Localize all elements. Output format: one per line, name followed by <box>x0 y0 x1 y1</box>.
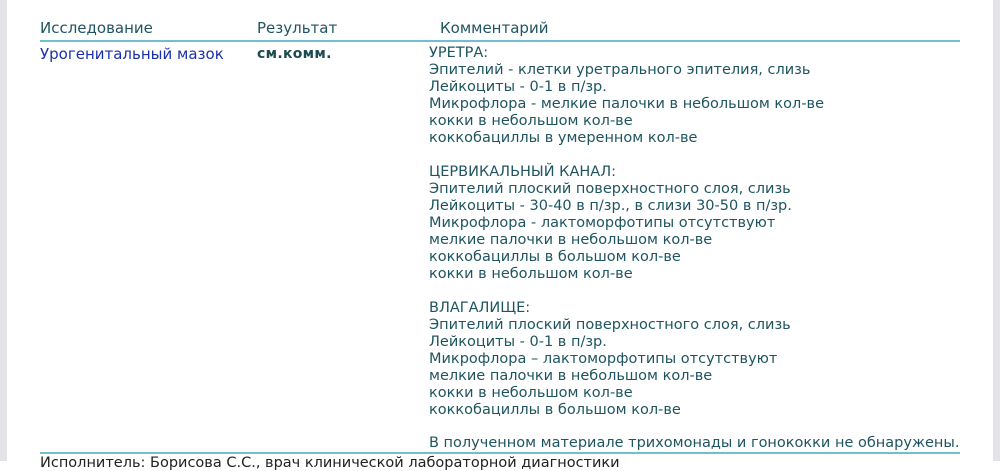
footer-text-partial: Исполнитель: Борисова С.С., врач клинической лабораторной диагностики <box>40 455 620 471</box>
comment-line: коккобациллы в большом кол-ве <box>429 402 681 418</box>
row-divider <box>40 452 960 454</box>
header-comment: Комментарий <box>440 19 549 37</box>
comment-line: Микрофлора – лактоморфотипы отсутствуют <box>429 351 778 367</box>
comment-line: коккобациллы в умеренном кол-ве <box>429 130 698 146</box>
left-gutter <box>0 0 7 461</box>
spacer <box>429 147 969 164</box>
comment-line: мелкие палочки в небольшом кол-ве <box>429 368 713 384</box>
comment-line: Микрофлора - лактоморфотипы отсутствуют <box>429 215 776 231</box>
header-result: Результат <box>257 19 338 37</box>
section-title-cervical: ЦЕРВИКАЛЬНЫЙ КАНАЛ: <box>429 164 616 180</box>
header-test: Исследование <box>40 19 153 37</box>
right-gutter <box>993 0 1000 461</box>
comment-line: Лейкоциты - 0-1 в п/зр. <box>429 79 607 95</box>
comment-line: Эпителий плоский поверхностного слоя, слизь <box>429 181 791 197</box>
conclusion-text: В полученном материале трихомонады и гонококки не обнаружены. <box>429 435 960 451</box>
result-value: см.комм. <box>257 46 332 62</box>
comment-line: кокки в небольшом кол-ве <box>429 385 633 401</box>
comment-line: коккобациллы в большом кол-ве <box>429 249 681 265</box>
comment-line: Микрофлора - мелкие палочки в небольшом кол-ве <box>429 96 825 112</box>
section-title-urethra: УРЕТРА: <box>429 45 489 61</box>
section-title-vagina: ВЛАГАЛИЩЕ: <box>429 300 531 316</box>
comment-line: Лейкоциты - 30-40 в п/зр., в слизи 30-50 в п/зр. <box>429 198 792 214</box>
comment-line: Лейкоциты - 0-1 в п/зр. <box>429 334 607 350</box>
comment-line: Эпителий плоский поверхностного слоя, слизь <box>429 317 791 333</box>
table-header <box>40 19 960 41</box>
test-name: Урогенитальный мазок <box>40 45 224 63</box>
spacer <box>429 283 969 300</box>
header-divider <box>40 40 960 42</box>
comment-block <box>429 45 969 419</box>
comment-line: мелкие палочки в небольшом кол-ве <box>429 232 713 248</box>
comment-line: кокки в небольшом кол-ве <box>429 113 633 129</box>
comment-line: кокки в небольшом кол-ве <box>429 266 633 282</box>
comment-line: Эпителий - клетки уретрального эпителия, слизь <box>429 62 811 78</box>
